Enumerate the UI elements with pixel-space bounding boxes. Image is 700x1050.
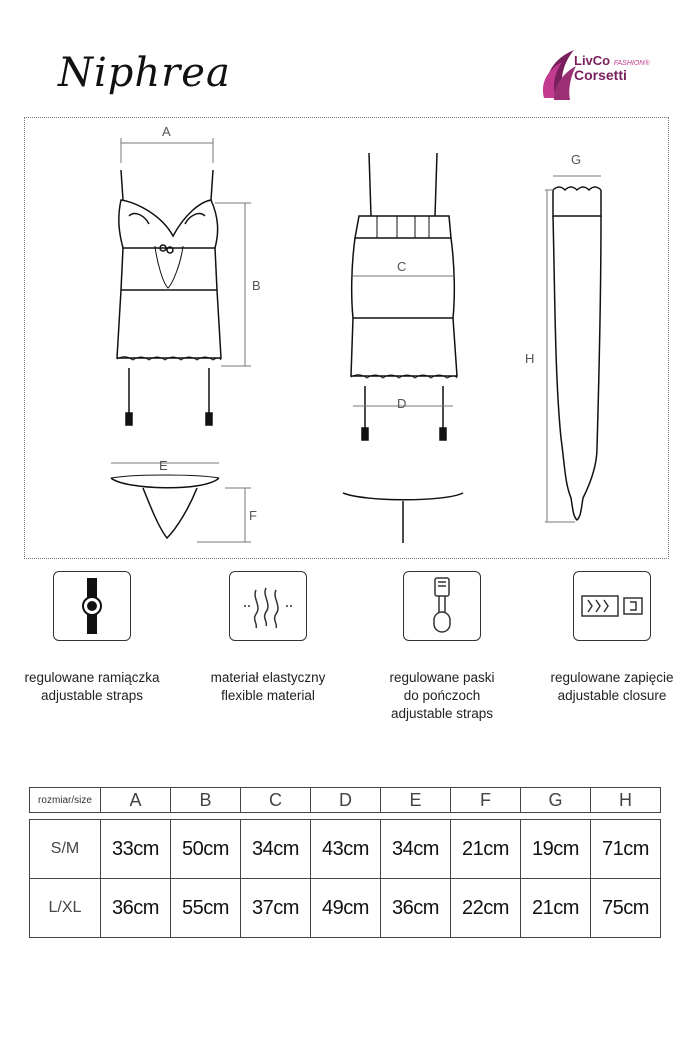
size-table-header — [30, 788, 661, 813]
strap-buckle-icon — [53, 571, 131, 641]
thong-back-drawing — [343, 493, 463, 543]
feature-label-en: adjustable closure — [557, 688, 667, 703]
table-cell: 36cm — [101, 879, 171, 938]
feature-label-pl-2: do pończoch — [403, 688, 481, 703]
garter-clip-icon — [403, 571, 481, 641]
table-cell: 34cm — [381, 820, 451, 879]
feature-label-pl: regulowane paski — [389, 670, 495, 685]
dimension-label-d: D — [397, 396, 407, 411]
table-cell: 50cm — [171, 820, 241, 879]
table-cell: 75cm — [591, 879, 661, 938]
dimension-label-e: E — [159, 458, 168, 473]
column-header: E — [381, 788, 451, 813]
stretch-fabric-icon — [229, 571, 307, 641]
column-header: B — [171, 788, 241, 813]
brand-name-line2: Corsetti — [574, 67, 627, 83]
size-table-corner: rozmiar/size — [30, 788, 101, 813]
stocking-drawing — [553, 187, 601, 520]
brand-name-line1: LivCo — [574, 53, 611, 68]
table-cell: 33cm — [101, 820, 171, 879]
feature-garter-straps — [357, 571, 527, 723]
size-table — [29, 787, 661, 938]
column-header: D — [311, 788, 381, 813]
feature-label-pl: materiał elastyczny — [210, 670, 326, 685]
row-size-label: L/XL — [30, 879, 101, 938]
feature-label-pl: regulowane ramiączka — [24, 670, 160, 685]
chemise-front-drawing — [117, 170, 221, 425]
feature-adjustable-closure — [527, 571, 697, 705]
table-cell: 49cm — [311, 879, 381, 938]
table-cell: 43cm — [311, 820, 381, 879]
table-cell: 36cm — [381, 879, 451, 938]
dimension-label-f: F — [249, 508, 257, 523]
hook-closure-icon — [573, 571, 651, 641]
feature-label-en: adjustable straps — [40, 688, 144, 703]
table-cell: 21cm — [521, 879, 591, 938]
brand-fashion-mark: FASHION® — [613, 60, 650, 67]
column-header: H — [591, 788, 661, 813]
column-header: G — [521, 788, 591, 813]
measurement-guides — [111, 138, 601, 542]
column-header: C — [241, 788, 311, 813]
dimension-label-c: C — [397, 259, 407, 274]
product-title: Niphrea — [58, 50, 231, 96]
dimension-label-a: A — [162, 124, 171, 139]
table-cell: 34cm — [241, 820, 311, 879]
table-cell: 37cm — [241, 879, 311, 938]
table-spacer — [30, 813, 661, 820]
dimension-label-g: G — [571, 152, 582, 167]
table-cell: 22cm — [451, 879, 521, 938]
feature-flexible-material — [183, 571, 353, 705]
feature-label-en: flexible material — [221, 688, 315, 703]
dimension-label-h: H — [525, 351, 535, 366]
table-cell: 71cm — [591, 820, 661, 879]
feature-label-pl: regulowane zapięcie — [550, 670, 674, 685]
table-cell: 55cm — [171, 879, 241, 938]
row-size-label: S/M — [30, 820, 101, 879]
table-cell: 21cm — [451, 820, 521, 879]
dimension-label-b: B — [252, 278, 261, 293]
table-row — [30, 879, 661, 938]
measurement-diagram — [24, 117, 669, 559]
brand-logo — [540, 46, 670, 106]
feature-adjustable-straps — [7, 571, 177, 705]
feature-label-en: adjustable straps — [390, 706, 494, 721]
table-row — [30, 820, 661, 879]
column-header: F — [451, 788, 521, 813]
column-header: A — [101, 788, 171, 813]
thong-drawing — [111, 475, 219, 538]
table-cell: 19cm — [521, 820, 591, 879]
